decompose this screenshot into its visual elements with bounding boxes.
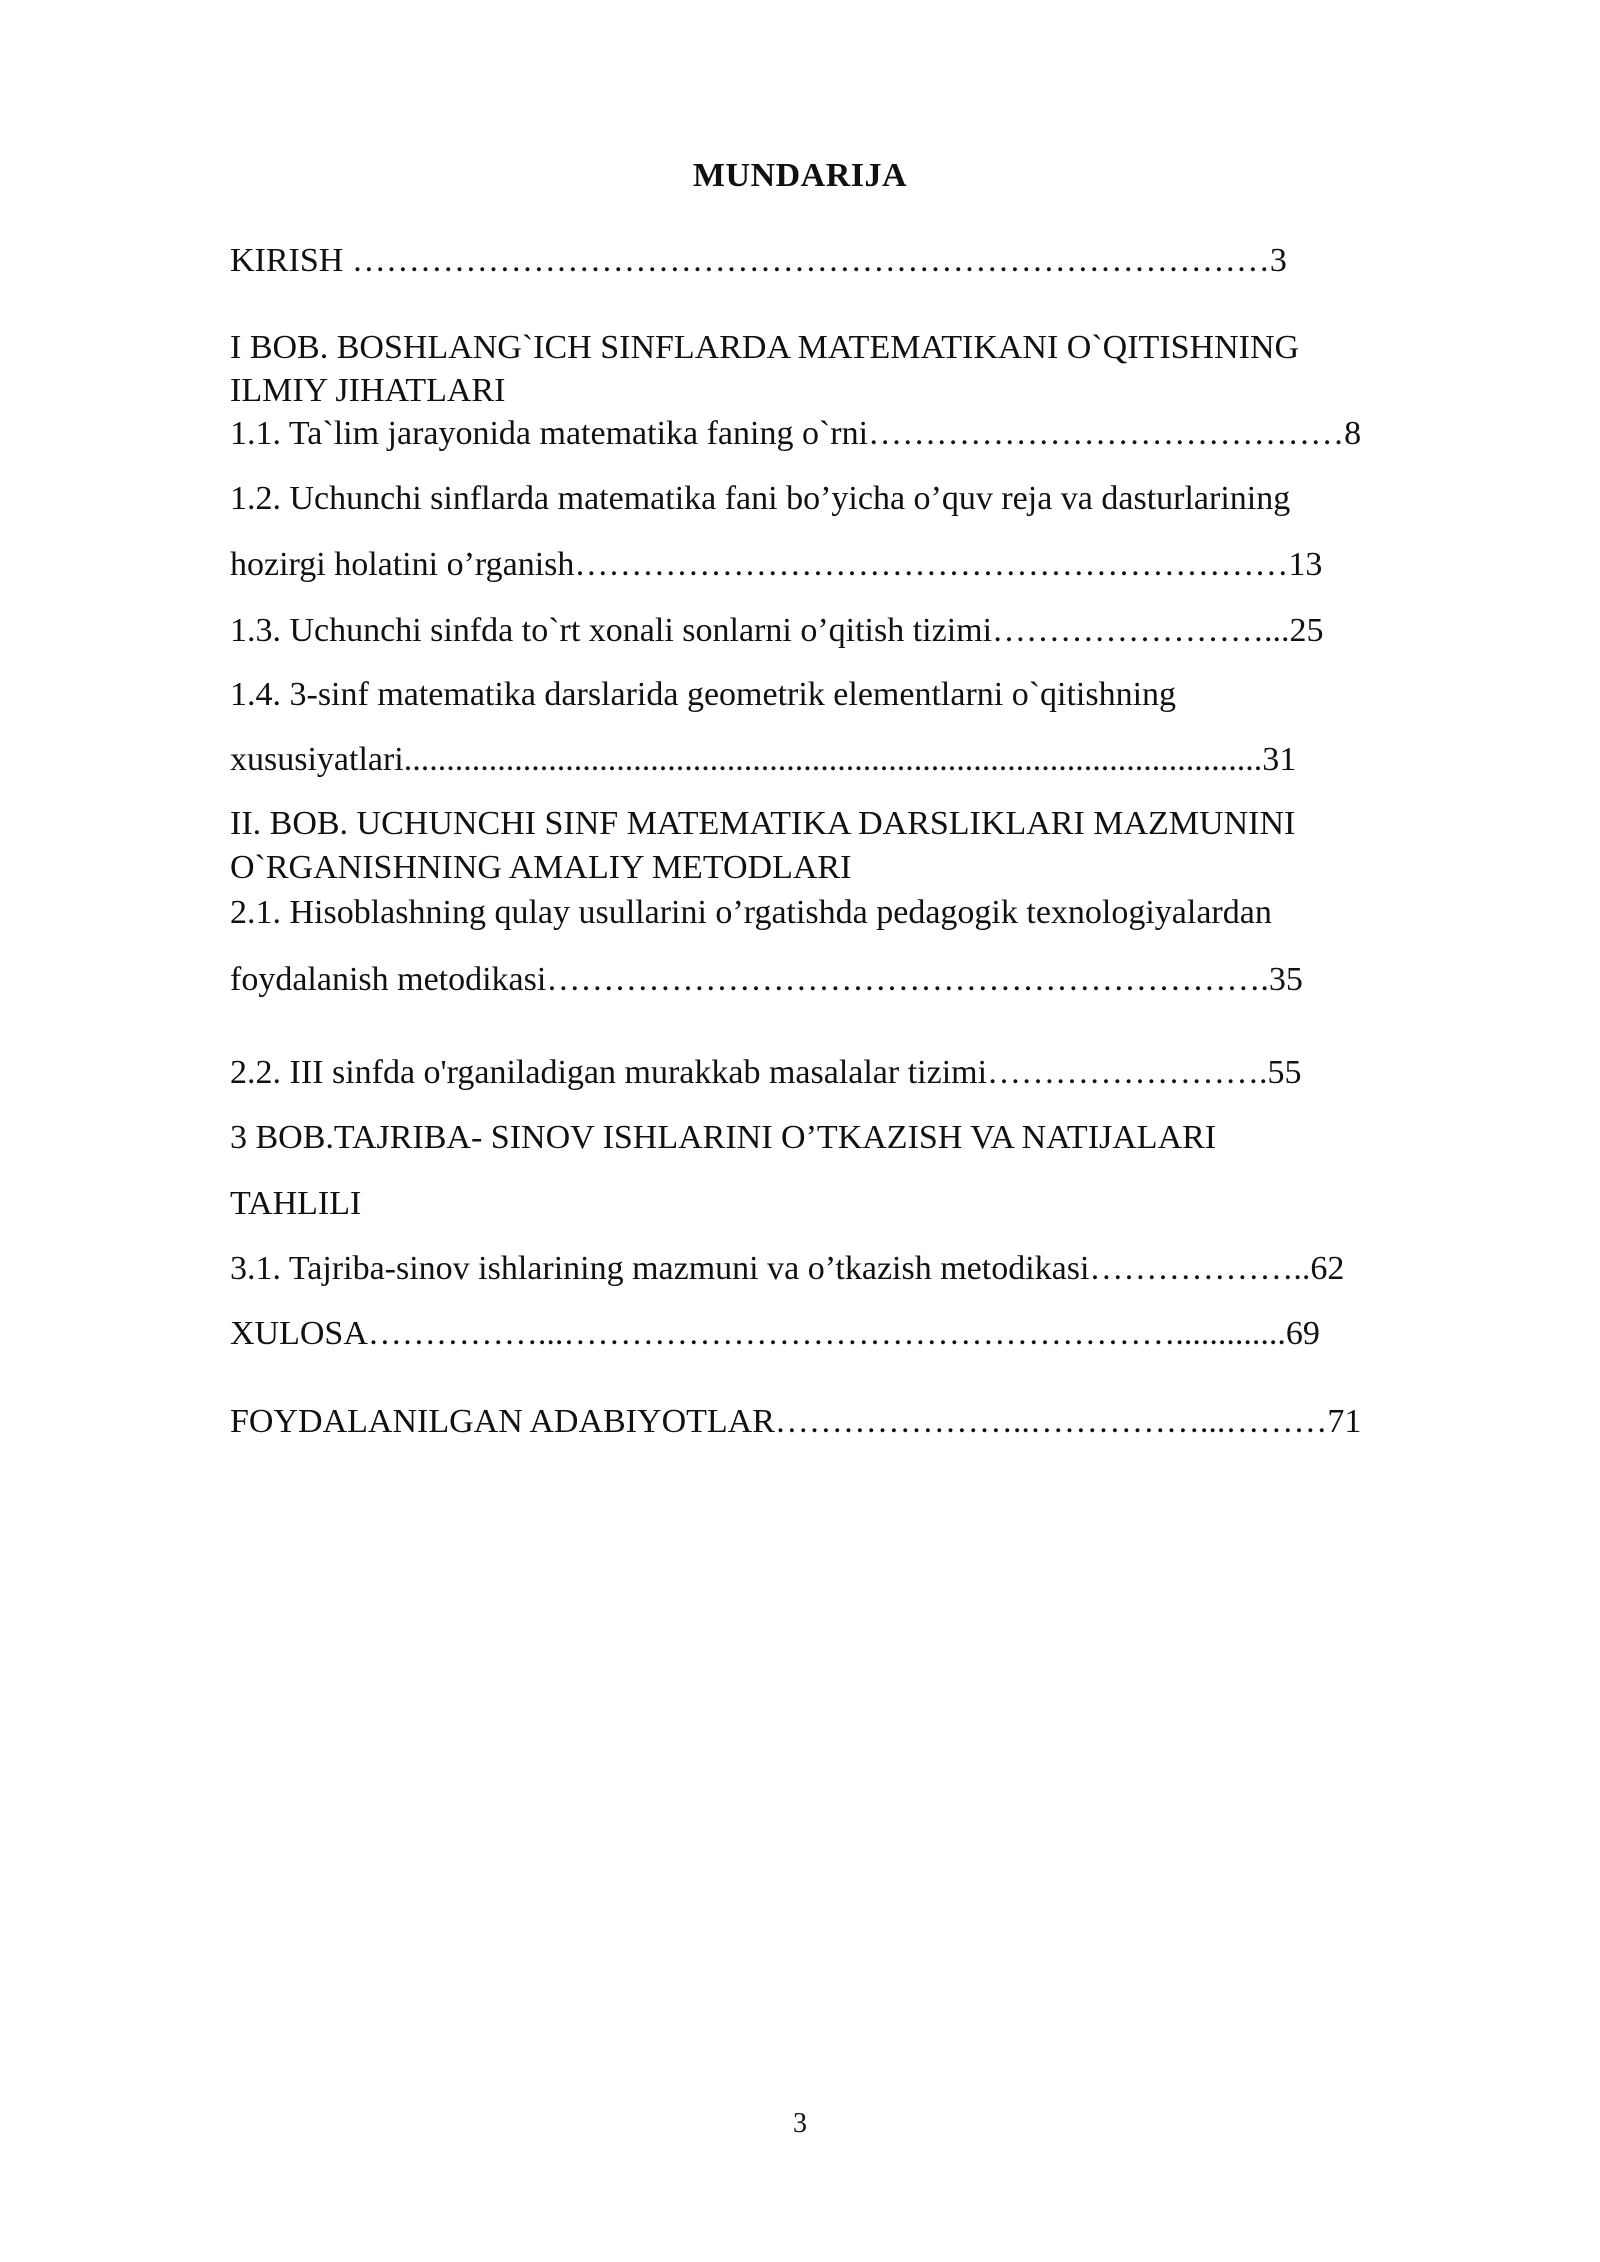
page-title: MUNDARIJA — [692, 157, 908, 194]
toc-entry-2-1: 2.1. Hisoblashning qulay usullarini o’rgatishda pedagogik texnologiyalardan — [230, 894, 1272, 931]
toc-chapter-2-heading: II. BOB. UCHUNCHI SINF MATEMATIKA DARSLIKLARI MAZMUNINI — [230, 805, 1296, 842]
toc-entry-1-1: 1.1. Ta`lim jarayonida matematika faning o`rni……………………………………8 — [230, 415, 1362, 452]
toc-chapter-3-heading-cont: TAHLILI — [230, 1185, 362, 1222]
toc-entry-xulosa: XULOSA……………...……………………………………………….............69 — [230, 1315, 1320, 1352]
toc-entry-1-4: 1.4. 3-sinf matematika darslarida geometrik elementlarni o`qitishning — [230, 676, 1177, 713]
toc-entry-kirish: KIRISH ………………………………………………………………………3 — [230, 242, 1287, 279]
toc-chapter-3-heading: 3 BOB.TAJRIBA- SINOV ISHLARINI O’TKAZISH VA NATIJALARI — [230, 1119, 1217, 1156]
toc-entry-2-2: 2.2. III sinfda o'rganiladigan murakkab masalalar tizimi…………………….55 — [230, 1054, 1302, 1091]
toc-chapter-1-heading-cont: ILMIY JIHATLARI — [230, 372, 506, 409]
toc-entry-1-4-cont: xususiyatlari.....................................................................................................31 — [230, 741, 1297, 778]
toc-entry-2-1-cont: foydalanish metodikasi……………………………………………………….35 — [230, 961, 1303, 998]
toc-chapter-1-heading: I BOB. BOSHLANG`ICH SINFLARDA MATEMATIKANI O`QITISHNING — [230, 329, 1300, 366]
page-number: 3 — [793, 2108, 807, 2139]
toc-entry-adabiyotlar: FOYDALANILGAN ADABIYOTLAR…………………..……………...………71 — [230, 1403, 1362, 1440]
toc-entry-1-3: 1.3. Uchunchi sinfda to`rt xonali sonlarni o’qitish tizimi……………………...25 — [230, 612, 1324, 649]
toc-chapter-2-heading-cont: O`RGANISHNING AMALIY METODLARI — [230, 849, 852, 886]
toc-entry-1-2-cont: hozirgi holatini o’rganish………………………………………………………13 — [230, 546, 1323, 583]
toc-entry-3-1: 3.1. Tajriba-sinov ishlarining mazmuni va o’tkazish metodikasi………………..62 — [230, 1250, 1345, 1287]
toc-entry-1-2: 1.2. Uchunchi sinflarda matematika fani bo’yicha o’quv reja va dasturlarining — [230, 480, 1291, 517]
